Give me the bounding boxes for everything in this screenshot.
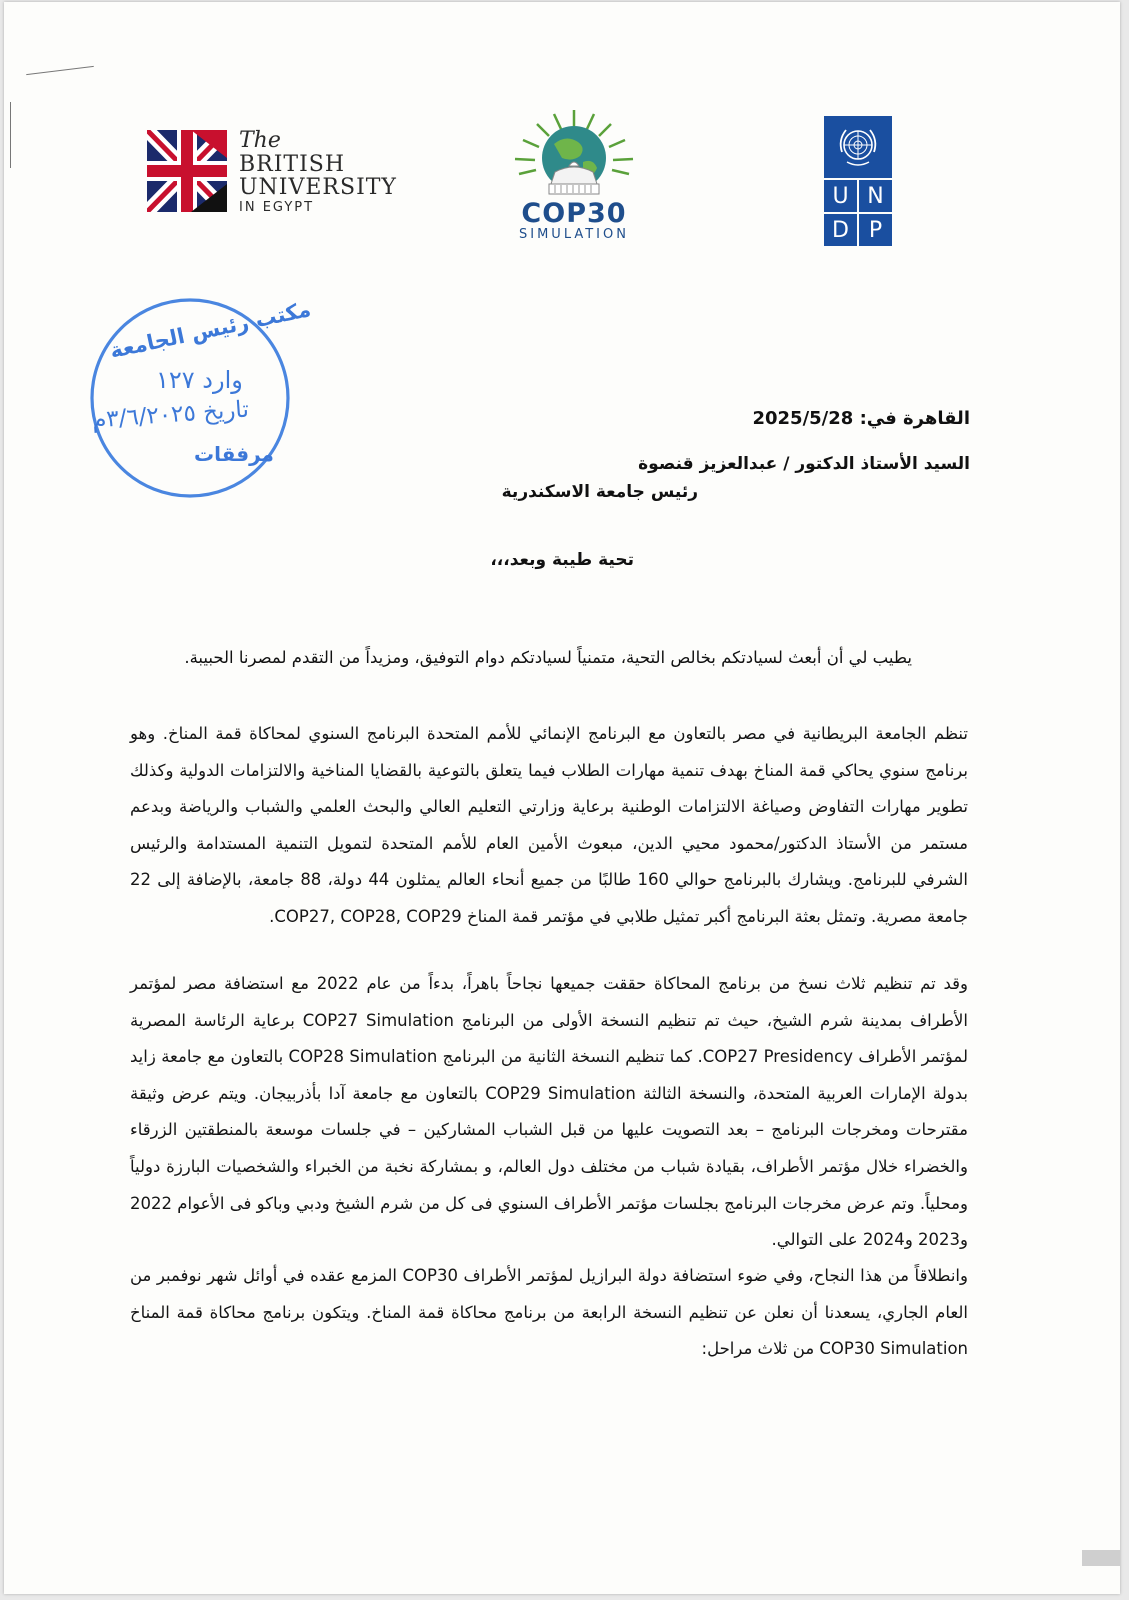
stamp-date: تاريخ ٣/٦/٢٠٢٥م bbox=[91, 396, 250, 434]
bue-in-egypt: IN EGYPT bbox=[239, 200, 315, 215]
body-paragraph-2: وقد تم تنظيم ثلاث نسخ من برنامج المحاكاة حققت جميعها نجاحاً باهراً، بدءاً من عام 2022 مع استضافة مصر لمؤتمر الأطراف بمدينة شرم الشيخ، حيث تم تنظيم النسخة الأولى من البرنامج COP27 Simulation برعاية الرئاسة المصرية لمؤتمر الأطراف COP27 Presidency. كما تنظيم النسخة الثانية من البرنامج COP28 Simulation بالتعاون مع جامعة زايد بدولة الإمارات العربية المتحدة، والنسخة الثالثة COP29 Simulation بالتعاون مع جامعة آدا بأذربيجان. ويتم عرض وثيقة مقترحات ومخرجات البرنامج – بعد التصويت عليها من قبل الشباب المشاركين – في جلسات موسعة بالمنطقتين الزرقاء والخضراء خلال مؤتمر الأطراف، بقيادة شباب من مختلف دول العالم، و بمشاركة نخبة من الخبراء والشخصيات البارزة دولياً ومحلياً. وتم عرض مخرجات البرنامج بجلسات مؤتمر الأطراف السنوي فى كل من شرم الشيخ ودبي وباكو فى الأعوام 2022 و2023 و2024 على التوالي. bbox=[130, 974, 968, 1250]
cop30-subtitle: SIMULATION bbox=[519, 227, 629, 242]
bue-the: The bbox=[239, 128, 281, 153]
cop30-title: COP30 bbox=[521, 198, 627, 229]
globe-sunburst-icon bbox=[509, 104, 639, 200]
bue-british: BRITISH bbox=[239, 152, 346, 177]
recipient-title: رئيس جامعة الاسكندرية bbox=[501, 482, 698, 502]
intro-paragraph: يطيب لي أن أبعث لسيادتكم بخالص التحية، متمنياً لسيادتكم دوام التوفيق، ومزيداً من التقدم لمصرنا الحبيبة. bbox=[184, 648, 912, 667]
undp-letter-p: P bbox=[859, 214, 892, 246]
stamp-attachments: مرفقات bbox=[194, 442, 274, 466]
incoming-stamp bbox=[86, 294, 313, 502]
bue-logo bbox=[147, 130, 417, 220]
stamp-office: مكتب رئيس الجامعة bbox=[107, 296, 313, 364]
scan-mark-left bbox=[10, 102, 11, 168]
letter-page bbox=[4, 2, 1120, 1594]
cop30-logo bbox=[504, 104, 644, 254]
body-paragraph-3: وانطلاقاً من هذا النجاح، وفي ضوء استضافة دولة البرازيل لمؤتمر الأطراف COP30 المزمع عقده في أوائل شهر نوفمبر من العام الجاري، يسعدنا أن نعلن عن تنظيم النسخة الرابعة من برنامج محاكاة قمة المناخ. ويتكون برنامج محاكاة قمة المناخ COP30 Simulation من ثلاث مراحل: bbox=[130, 1266, 968, 1359]
body-paragraph-1: تنظم الجامعة البريطانية في مصر بالتعاون مع البرنامج الإنمائي للأمم المتحدة البرنامج السنوي لمحاكاة قمة المناخ. وهو برنامج سنوي يحاكي قمة المناخ بهدف تنمية مهارات الطلاب فيما يتعلق بالتوعية بالقضايا المناخية والالتزامات الدولية وكذلك تطوير مهارات التفاوض وصياغة الالتزامات الوطنية برعاية وزارتي التعليم العالي والبحث العلمي والشباب والرياضة وبدعم مستمر من الأستاذ الدكتور/محمود محيي الدين، مبعوث الأمين العام للأمم المتحدة لتمويل التنمية المستدامة والرئيس الشرفي للبرنامج. ويشارك بالبرنامج حوالي 160 طالبًا من جميع أنحاء العالم يمثلون 44 دولة، 88 جامعة، بالإضافة إلى 22 جامعة مصرية. وتمثل بعثة البرنامج أكبر تمثيل طلابي في مؤتمر قمة المناخ COP27, COP28, COP29. bbox=[130, 724, 968, 926]
bue-university: UNIVERSITY bbox=[239, 175, 397, 200]
stamp-incoming: وارد ١٢٧ bbox=[156, 366, 243, 394]
undp-logo bbox=[824, 116, 892, 246]
undp-letter-d: D bbox=[824, 214, 857, 246]
undp-letter-u: U bbox=[824, 180, 857, 212]
bue-flag-icon bbox=[147, 130, 227, 212]
scan-mark-bottom bbox=[1082, 1550, 1120, 1566]
un-emblem-icon bbox=[833, 122, 883, 172]
scan-mark-top bbox=[26, 66, 94, 75]
un-emblem-panel bbox=[824, 116, 892, 178]
recipient-name: السيد الأستاذ الدكتور / عبدالعزيز قنصوة bbox=[638, 454, 970, 474]
greeting: تحية طيبة وبعد،،، bbox=[490, 550, 634, 570]
letter-date: القاهرة في: 2025/5/28 bbox=[752, 408, 970, 429]
undp-letter-n: N bbox=[859, 180, 892, 212]
